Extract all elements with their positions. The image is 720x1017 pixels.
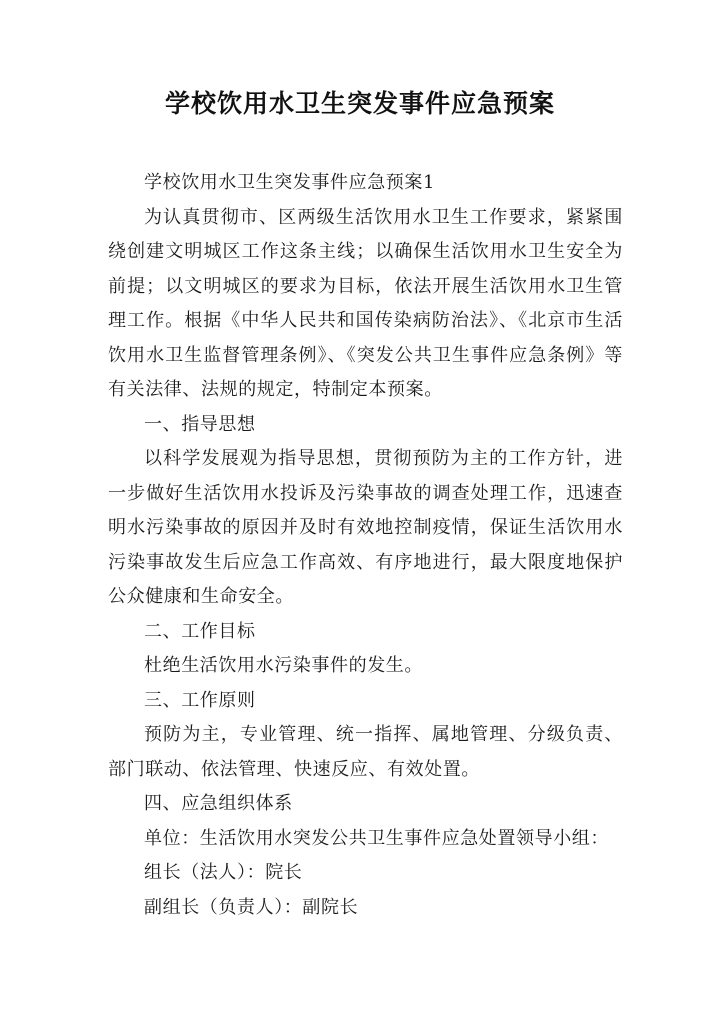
paragraph-subtitle: 学校饮用水卫生突发事件应急预案1 bbox=[144, 172, 436, 193]
paragraph-work-goal: 杜绝生活饮用水污染事件的发生。 bbox=[144, 655, 423, 676]
section-heading-work-principles: 三、工作原则 bbox=[144, 689, 256, 711]
document-body bbox=[108, 166, 623, 925]
section-heading-guiding-ideology: 一、指导思想 bbox=[144, 413, 256, 435]
paragraph-deputy-leader: 副组长（负责人）：副院长 bbox=[144, 896, 359, 918]
paragraph-work-principles: 预防为主，专业管理、统一指挥、属地管理、分级负责、部门联动、依法管理、快速反应、有效处置。 bbox=[108, 724, 623, 780]
paragraph-group-leader: 组长（法人）：院长 bbox=[144, 862, 303, 883]
paragraph-unit: 单位：生活饮用水突发公共卫生事件应急处置领导小组： bbox=[144, 827, 609, 849]
document-title: 学校饮用水卫生突发事件应急预案 bbox=[164, 89, 555, 118]
section-heading-emergency-organization: 四、应急组织体系 bbox=[144, 793, 293, 814]
paragraph-guiding-ideology: 以科学发展观为指导思想，贯彻预防为主的工作方针，进一步做好生活饮用水投诉及污染事故的调查处理工作，迅速查明水污染事故的原因并及时有效地控制疫情，保证生活饮用水污染事故发生后应急工作高效、有序地进行，最大限度地保护公众健康和生命安全。 bbox=[108, 448, 623, 607]
section-heading-work-goal: 二、工作目标 bbox=[144, 620, 256, 642]
paragraph-intro: 为认真贯彻市、区两级生活饮用水卫生工作要求，紧紧围绕创建文明城区工作这条主线；以确保生活饮用水卫生安全为前提；以文明城区的要求为目标，依法开展生活饮用水卫生管理工作。根据《中华人民共和国传染病防治法》、《北京市生活饮用水卫生监督管理条例》、《突发公共卫生事件应急条例》等有关法律、法规的规定，特制定本预案。 bbox=[108, 206, 623, 400]
